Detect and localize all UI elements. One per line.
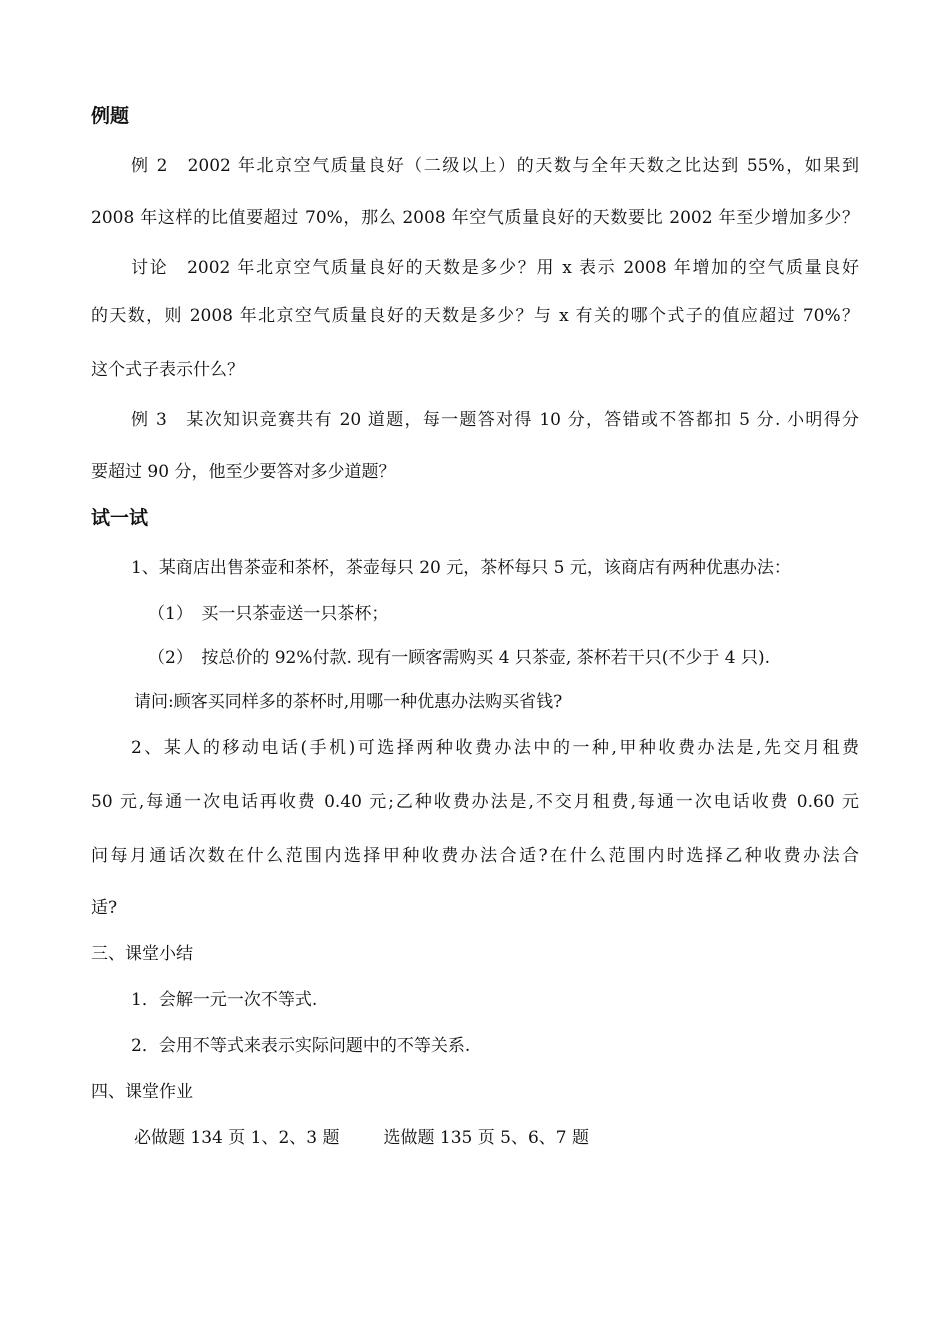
homework-optional: 选做题 135 页 5、6、7 题 bbox=[383, 1128, 590, 1148]
example3-line1: 例 3 某次知识竞赛共有 20 道题，每一题答对得 10 分，答错或不答都扣 5 分. 小明得分 bbox=[131, 410, 859, 430]
examples-heading: 例题 bbox=[91, 105, 130, 127]
try-q2-line3: 问每月通话次数在什么范围内选择甲种收费办法合适?在什么范围内时选择乙种收费办法合 bbox=[91, 846, 859, 866]
homework-heading: 四、课堂作业 bbox=[91, 1082, 193, 1102]
summary-item1: 1．会解一元一次不等式. bbox=[131, 990, 318, 1010]
try-q2-line2: 50 元,每通一次电话再收费 0.40 元;乙种收费办法是,不交月租费,每通一次电话收费 0.60 元 bbox=[91, 792, 859, 812]
summary-heading: 三、课堂小结 bbox=[91, 944, 193, 964]
discussion-line3: 这个式子表示什么？ bbox=[91, 360, 244, 380]
summary-item2: 2．会用不等式来表示实际问题中的不等关系. bbox=[131, 1036, 471, 1056]
try-heading: 试一试 bbox=[91, 507, 149, 529]
try-q2-line4: 适? bbox=[91, 898, 118, 918]
homework-required: 必做题 134 页 1、2、3 题 bbox=[134, 1128, 340, 1148]
try-q1-question: 请问:顾客买同样多的茶杯时,用哪一种优惠办法购买省钱? bbox=[134, 692, 563, 712]
try-q1-line1: 1、某商店出售茶壶和茶杯，茶壶每只 20 元，茶杯每只 5 元，该商店有两种优惠办法： bbox=[131, 558, 791, 578]
try-q2-line1: 2、某人的移动电话(手机)可选择两种收费办法中的一种,甲种收费办法是,先交月租费 bbox=[131, 738, 859, 758]
try-q1-option1: （1） 买一只茶壶送一只茶杯； bbox=[148, 604, 389, 624]
example3-line2: 要超过 90 分，他至少要答对多少道题？ bbox=[91, 462, 396, 482]
discussion-line1: 讨论 2002 年北京空气质量良好的天数是多少？用 x 表示 2008 年增加的空气质量良好 bbox=[131, 258, 859, 278]
discussion-line2: 的天数，则 2008 年北京空气质量良好的天数是多少？与 x 有关的哪个式子的值应超过 70%？ bbox=[91, 306, 859, 326]
try-q1-option2: （2） 按总价的 92%付款. 现有一顾客需购买 4 只茶壶, 茶杯若干只(不少于 4 只). bbox=[148, 648, 771, 668]
example2-line1: 例 2 2002 年北京空气质量良好（二级以上）的天数与全年天数之比达到 55%，如果到 bbox=[131, 156, 859, 176]
homework-line bbox=[134, 1126, 589, 1150]
example2-line2: 2008 年这样的比值要超过 70%，那么 2008 年空气质量良好的天数要比 2002 年至少增加多少？ bbox=[91, 208, 859, 228]
